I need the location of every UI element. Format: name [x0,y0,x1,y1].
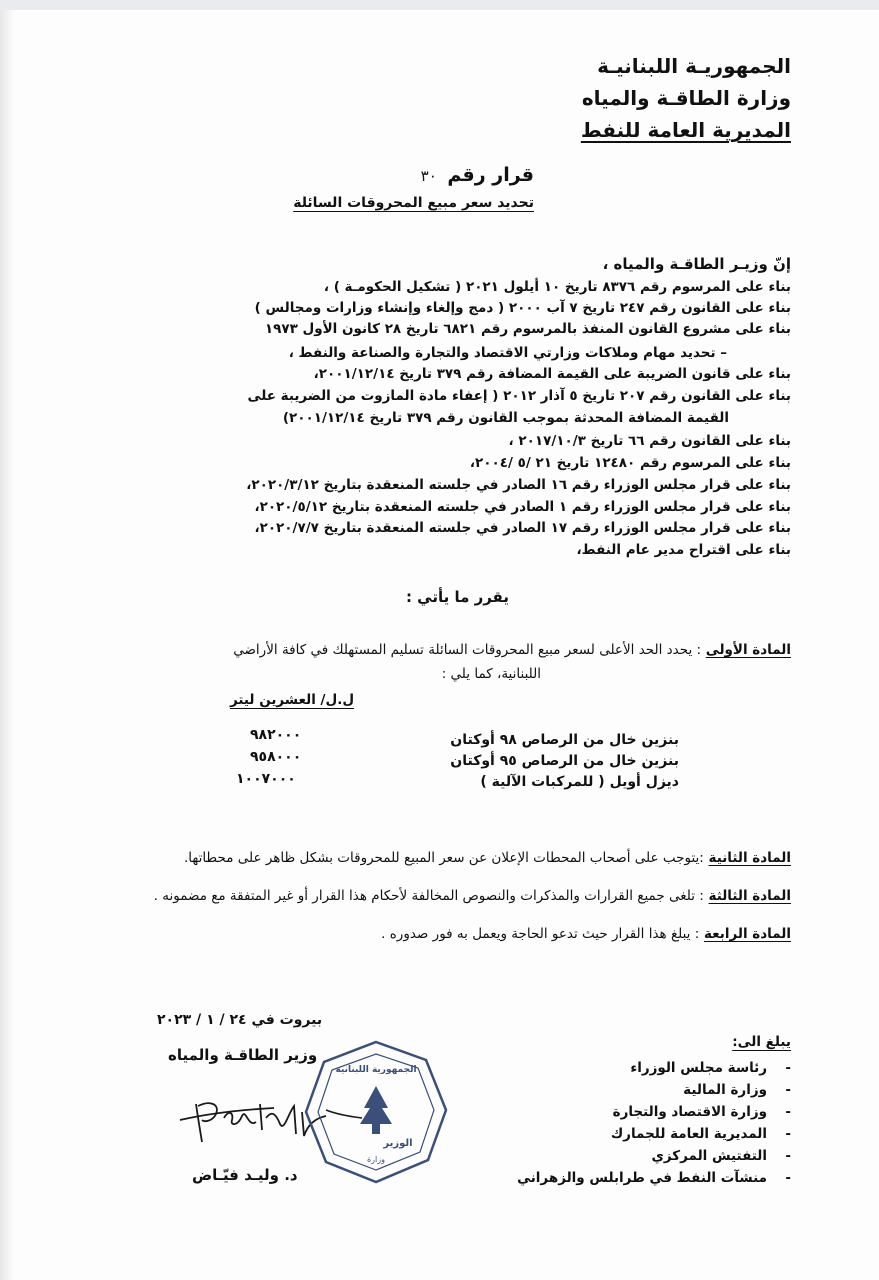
decision-title [421,164,534,186]
recipient-name: التفتيش المركزي [651,1148,767,1164]
preamble-opening: إنّ وزيـر الطاقـة والمياه ، [602,255,791,273]
list-dash: - [785,1060,791,1076]
article2 [184,850,791,866]
list-dash: - [785,1126,791,1142]
article2-text: :يتوجب على أصحاب المحطات الإعلان عن سعر المبيع للمحروقات بشكل ظاهر على محطاتها. [183,850,704,866]
article4-label: المادة الرابعة [703,926,791,942]
decides-heading: يقرر ما يأتي : [405,588,509,606]
preamble-line: بناء على اقتراح مدير عام النفط، [576,542,791,558]
price-product: بنزين خال من الرصاص ٩٨ أوكتان [450,732,679,748]
recipient-item [652,1148,792,1164]
recipient-item [517,1170,791,1186]
seal-center-text: الوزير [383,1138,413,1149]
article3-label: المادة الثالثة [708,888,791,904]
price-product: ديزل أويل ( للمركبات الآلية ) [480,774,679,790]
preamble-line: بناء على قانون الضريبة على القيمة المضافة رقم ٣٧٩ تاريخ ٢٠٠١/١٢/١٤، [313,366,791,382]
preamble-line: بناء على قرار مجلس الوزراء رقم ١٦ الصادر في جلسته المنعقدة بتاريخ ٢٠٢٠/٣/١٢، [246,477,791,493]
list-dash: - [785,1170,791,1186]
decision-subject: تحديد سعر مبيع المحروقات السائلة [293,195,534,211]
price-value: ١٠٠٧٠٠٠ [236,771,296,787]
preamble-line: بناء على قرار مجلس الوزراء رقم ١٧ الصادر في جلسته المنعقدة بتاريخ ٢٠٢٠/٧/٧، [254,520,791,536]
recipient-item [630,1060,791,1076]
preamble-line: بناء على مشروع القانون المنفذ بالمرسوم رقم ٦٨٢١ تاريخ ٢٨ كانون الأول ١٩٧٣ [264,321,791,337]
preamble-line: القيمة المضافة المحدثة بموجب القانون رقم ٣٧٩ تاريخ ٢٠٠١/١٢/١٤) [282,410,729,426]
ministry-heading: وزارة الطاقـة والمياه [581,86,791,110]
article4 [381,926,791,942]
preamble-line: بناء على المرسوم رقم ٨٣٧٦ تاريخ ١٠ أيلول ٢٠٢١ ( تشكيل الحكومـة ) ، [323,279,791,295]
recipient-name: رئاسة مجلس الوزراء [630,1060,767,1076]
article4-text: : يبلغ هذا القرار حيث تدعو الحاجة ويعمل به فور صدوره . [381,926,700,942]
minister-title: وزير الطاقـة والمياه [168,1046,318,1064]
preamble-line: – تحديد مهام وملاكات وزارتي الاقتصاد والتجارة والصناعة والنفط ، [288,345,727,361]
preamble-line: بناء على قرار مجلس الوزراء رقم ١ الصادر في جلسته المنعقدة بتاريخ ٢٠٢٠/٥/١٢، [254,499,791,515]
recipient-item [683,1082,791,1098]
preamble-line: بناء على القانون رقم ٢٠٧ تاريخ ٥ آذار ٢٠١٢ ( إعفاء مادة المازوت من الضريبة على [247,388,791,404]
cedar-icon [360,1086,392,1134]
price-product: بنزين خال من الرصاص ٩٥ أوكتان [450,753,679,769]
list-dash: - [785,1148,791,1164]
recipient-name: وزارة الاقتصاد والتجارة [612,1104,767,1120]
article1-text: : يحدد الحد الأعلى لسعر مبيع المحروقات السائلة تسليم المستهلك في كافة الأراضي [233,642,702,658]
directorate-heading: المديرية العامة للنفط [580,118,791,142]
preamble-line: بناء على القانون رقم ٢٤٧ تاريخ ٧ آب ٢٠٠٠ ( دمج وإلغاء وإنشاء وزارات ومجالس ) [254,300,791,316]
article3-text: : تلغى جميع القرارات والمذكرات والنصوص المخالفة لأحكام هذا القرار أو غير المتفقة مع مضمونه . [153,888,704,904]
list-dash: - [785,1082,791,1098]
price-value: ٩٥٨٠٠٠ [250,749,302,765]
recipient-name: المديرية العامة للجمارك [610,1126,767,1142]
article1-text-cont: اللبنانية، كما يلي : [441,666,541,682]
article2-label: المادة الثانية [708,850,791,866]
place-date: بيروت في ٢٤ / ١ / ٢٠٢٣ [157,1012,323,1028]
preamble-line: بناء على المرسوم رقم ١٢٤٨٠ تاريخ ٢١ /٥ /٢٠٠٤، [469,455,791,471]
recipient-item [611,1126,791,1142]
article1-label: المادة الأولى [705,642,791,658]
recipient-item [613,1104,791,1120]
decision-number-label: قرار رقم [447,164,534,186]
recipient-name: منشآت النفط في طرابلس والزهراني [517,1170,767,1186]
preamble-line: بناء على القانون رقم ٦٦ تاريخ ٢٠١٧/١٠/٣ ، [508,433,791,449]
minister-name: د. وليـد فيّـاض [192,1166,298,1184]
article3 [154,888,791,904]
recipients-label: يبلغ الى: [732,1034,791,1050]
list-dash: - [785,1104,791,1120]
price-unit-header: ل.ل/ العشرين ليتر [230,692,355,708]
seal-bottom-text: وزارة [366,1155,386,1164]
recipient-name: وزارة المالية [683,1082,767,1098]
article1 [233,642,791,658]
price-value: ٩٨٢٠٠٠ [250,727,302,743]
republic-heading: الجمهوريـة اللبنانيـة [597,54,791,78]
ministry-seal [302,1038,450,1186]
seal-text: الجمهورية اللبنانية [335,1065,417,1075]
decision-number: ٣٠ [420,167,437,185]
